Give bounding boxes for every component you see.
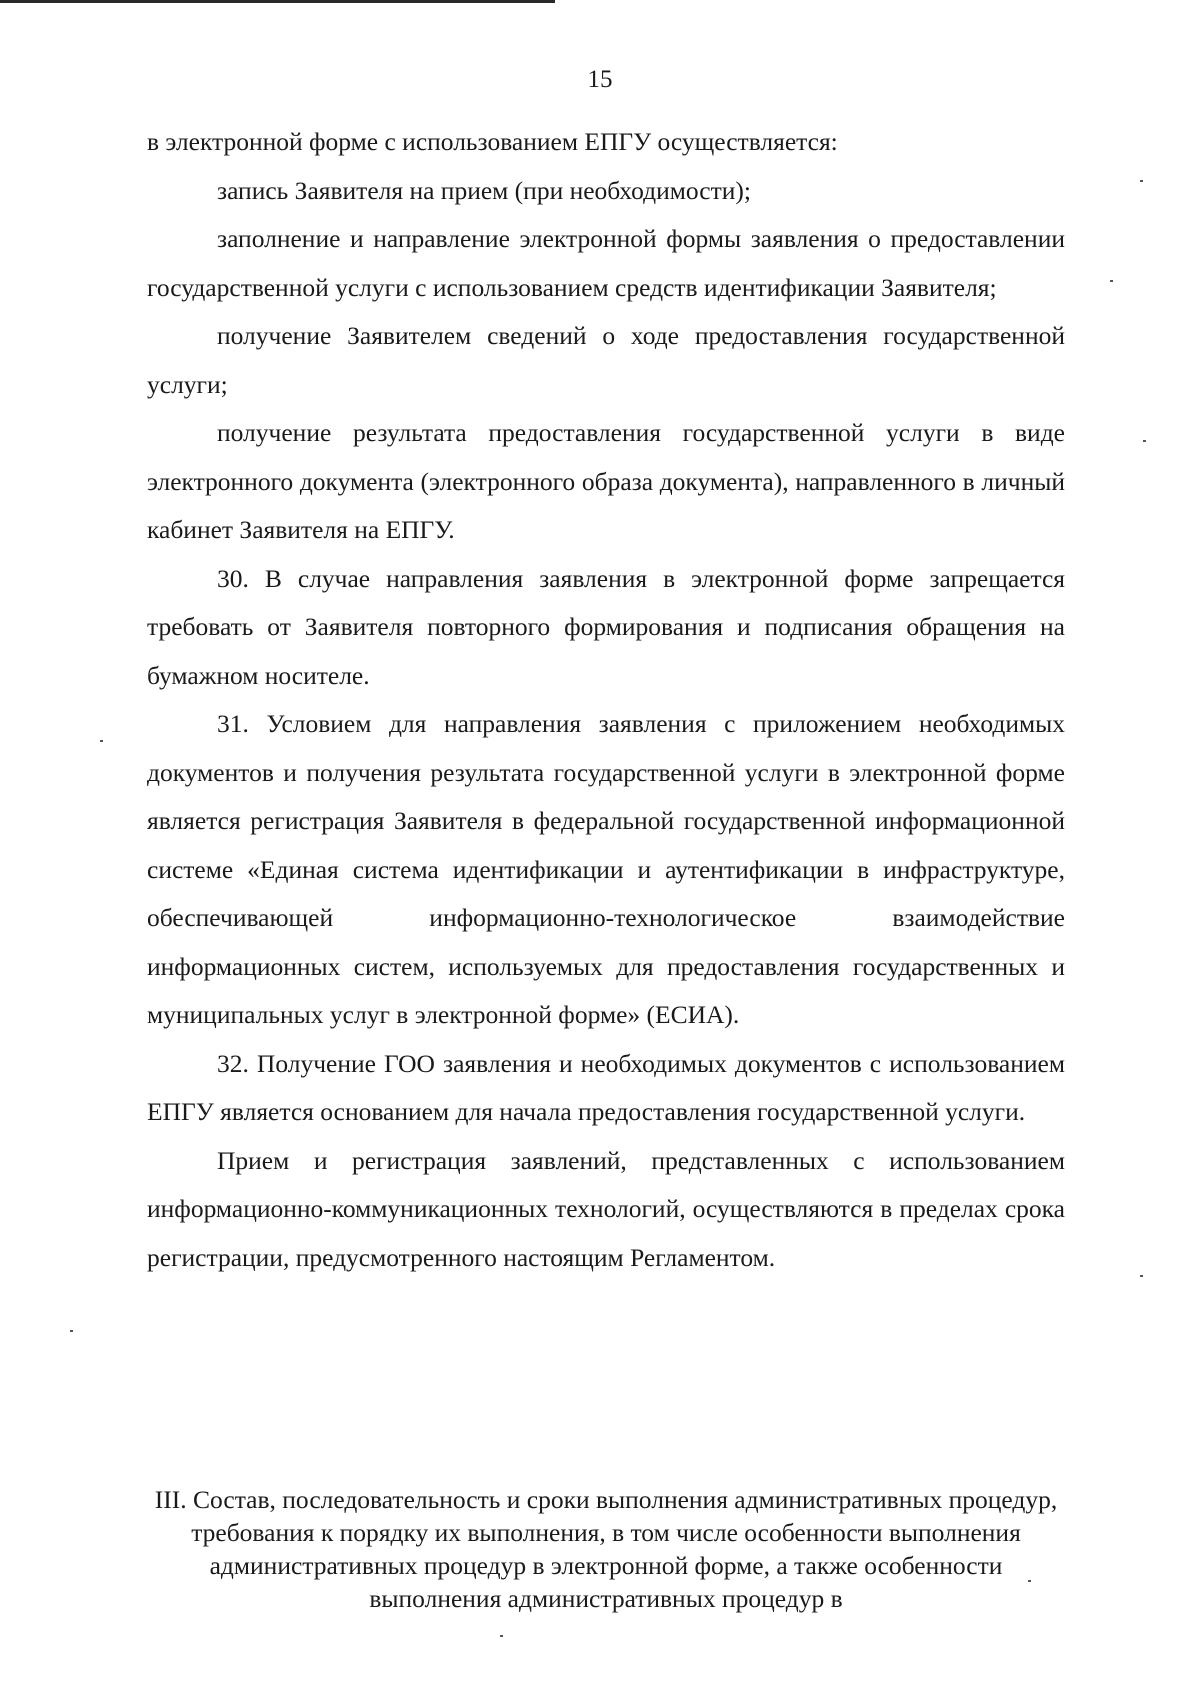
scan-speck — [1110, 280, 1113, 282]
scan-speck — [1028, 1580, 1031, 1582]
paragraph-intro: в электронной форме с использованием ЕПГУ осуществляется: — [147, 127, 838, 156]
scan-speck — [500, 1635, 503, 1637]
paragraph-clause-32: 32. Получение ГОО заявления и необходимых документов с использованием ЕПГУ является основанием для начала предоставления государственной услуги. — [147, 1048, 1065, 1126]
scan-speck — [1143, 440, 1146, 442]
page-number: 15 — [587, 66, 613, 93]
paragraph-list-item: запись Заявителя на прием (при необходимости); — [217, 175, 751, 205]
paragraph-list-item: заполнение и направление электронной формы заявления о предоставлении государственной услуги с использованием средств идентификации Заявителя; — [147, 224, 1065, 302]
paragraph-clause-30: 30. В случае направления заявления в электронной форме запрещается требовать от Заявителя повторного формирования и подписания обращения на бумажном носителе. — [147, 563, 1065, 690]
section-heading: III. Состав, последовательность и сроки выполнения административных процедур, требования к порядку их выполнения, в том числе особенности выполнения административных процедур в электронной форме, а также особенности выполнения административных процедур в — [154, 1485, 1058, 1613]
paragraph-clause-31: 31. Условием для направления заявления с приложением необходимых документов и получения результата государственной услуги в электронной форме является регистрация Заявителя в федеральной государственной информационной системе «Единая система идентификации и аутентификации в инфраструктуре, обеспечивающей информационно-технологическое взаимодействие информационных систем, используемых для предоставления государственных и муниципальных услуг в электронной форме» (ЕСИА). — [147, 709, 1065, 1029]
scan-speck — [1140, 1275, 1143, 1277]
paragraph-list-item: получение результата предоставления государственной услуги в виде электронного документа (электронного образа документа), направленного в личный кабинет Заявителя на ЕПГУ. — [147, 418, 1065, 544]
scan-speck — [1140, 180, 1143, 182]
document-body — [147, 118, 1065, 1282]
paragraph-list-item: получение Заявителем сведений о ходе предоставления государственной услуги; — [147, 321, 1065, 399]
scan-edge-line — [0, 0, 555, 3]
scan-speck — [70, 1330, 73, 1332]
scan-speck — [100, 740, 103, 742]
paragraph-registration: Прием и регистрация заявлений, представленных с использованием информационно-коммуникационных технологий, осуществляются в пределах срока регистрации, предусмотренного настоящим Регламентом. — [147, 1145, 1065, 1272]
